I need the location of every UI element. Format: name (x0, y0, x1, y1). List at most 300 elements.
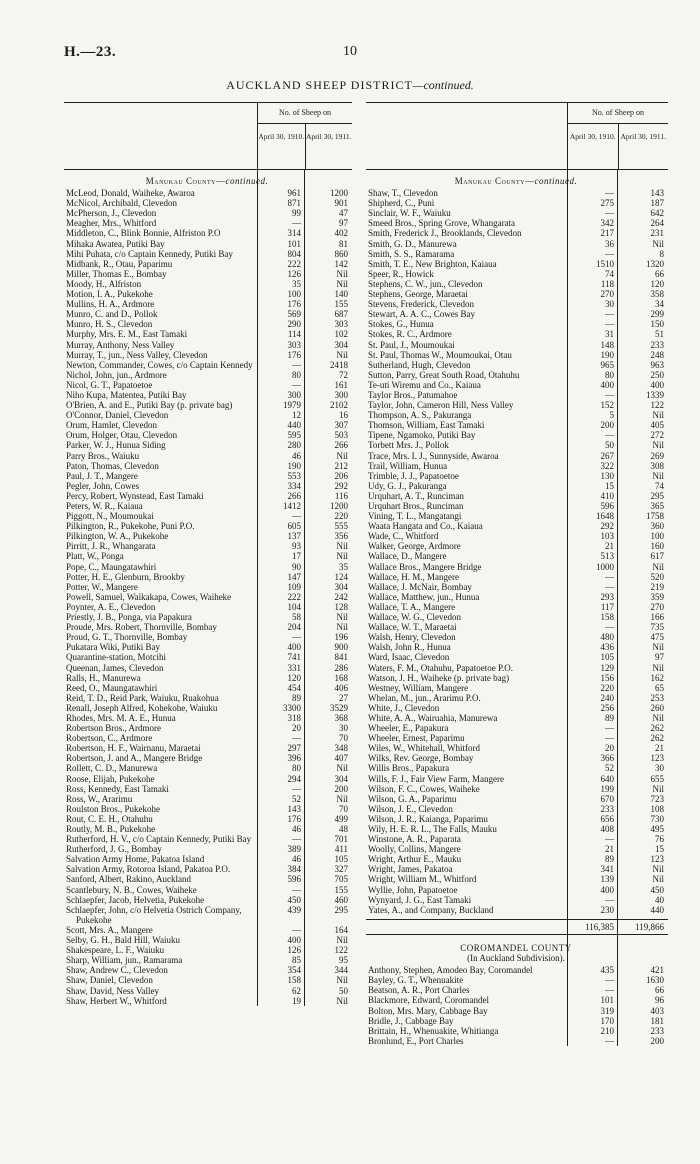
sheep-1910: 293 (600, 591, 614, 602)
sheep-1911: 503 (334, 430, 348, 441)
owner-name: Salvation Army, Rotoroa Island, Pakatoa P.O. (66, 864, 231, 875)
sheep-1910: 31 (605, 329, 614, 340)
owner-name: Pilkington, W. A., Pukekohe (66, 531, 169, 542)
table-row (366, 713, 668, 723)
sheep-1910: 204 (287, 622, 301, 633)
sheep-1911: 196 (334, 632, 348, 643)
sheep-1910: — (292, 218, 301, 229)
table-row (64, 602, 352, 612)
sheep-1910: 396 (287, 753, 301, 764)
district-title-continued: —continued. (412, 78, 474, 92)
table-row (366, 794, 668, 804)
sheep-1911: 723 (650, 793, 664, 804)
owner-name: Walker, George, Ardmore (368, 541, 461, 552)
sheep-1910: 408 (600, 824, 614, 834)
total-row (366, 919, 668, 935)
table-row (64, 461, 352, 471)
sheep-1911: 70 (339, 733, 348, 744)
sheep-1910: 148 (600, 339, 614, 350)
owner-name: Smith, S. S., Ramarama (368, 248, 455, 259)
table-row (64, 774, 352, 784)
sheep-1910: 436 (600, 642, 614, 653)
sheep-1910: — (292, 379, 301, 390)
table-row (64, 340, 352, 350)
sheep-1910: 90 (292, 561, 301, 572)
sheep-1911: 212 (334, 460, 348, 471)
sheep-1911: 1758 (646, 511, 664, 522)
sheep-1911: 50 (339, 985, 348, 996)
sheep-1911: 102 (334, 329, 348, 340)
left-table-body (64, 170, 352, 1006)
sheep-1910: 290 (287, 319, 301, 330)
sheep-1910: — (605, 834, 614, 845)
sheep-1911: 730 (650, 813, 664, 824)
sheep-1911: 963 (650, 359, 664, 370)
sheep-1911: 200 (334, 783, 348, 794)
sheep-1910: — (292, 924, 301, 935)
table-row (366, 1026, 668, 1036)
owner-name: Murray, Anthony, Ness Valley (66, 339, 175, 350)
sheep-1911: 1200 (330, 188, 348, 199)
sheep-1911: 3529 (330, 702, 348, 713)
table-row (64, 269, 352, 279)
sheep-1910: 400 (600, 379, 614, 390)
sheep-1911: 30 (655, 763, 664, 774)
sheep-1911: 295 (650, 490, 664, 501)
sheep-1910: 5 (609, 410, 614, 421)
owner-name: Ralls, H., Manurewa (66, 672, 141, 683)
sheep-1911: 161 (334, 379, 348, 390)
owner-name: Wilson, F. C., Cowes, Waiheke (368, 783, 480, 794)
sheep-1911: 450 (650, 884, 664, 895)
owner-name: Sutherland, Hugh, Clevedon (368, 359, 471, 370)
owner-name: McPherson, J., Clevedon (66, 208, 157, 219)
section-heading (366, 170, 668, 188)
sheep-1910: 58 (292, 612, 301, 623)
sheep-1911: 253 (650, 692, 664, 703)
sheep-1911: 555 (334, 521, 348, 532)
owner-name: Wily, H. E. R. L., The Falls, Mauku (368, 824, 497, 834)
sheep-1910: 1648 (596, 511, 614, 522)
table-row (366, 622, 668, 632)
sheep-1910: 36 (605, 238, 614, 249)
table-row (64, 289, 352, 299)
table-row (366, 259, 668, 269)
sheep-1910: 303 (287, 339, 301, 350)
sheep-1910: 20 (605, 743, 614, 754)
owner-name: Middleton, C., Blink Bonnie, Alfriston P.O (66, 228, 221, 239)
table-row (366, 289, 668, 299)
sheep-1910: — (292, 359, 301, 370)
owner-name: Niho Kupa, Matentea, Putiki Bay (66, 389, 187, 400)
table-row (366, 592, 668, 602)
table-row (64, 663, 352, 673)
owner-name: Bronlund, E., Port Charles (368, 1035, 464, 1046)
table-row (366, 874, 668, 884)
table-row (64, 844, 352, 854)
sheep-1911: 344 (334, 965, 348, 976)
sheep-1910: 103 (600, 531, 614, 542)
sheep-1911: 735 (650, 622, 664, 633)
sheep-1910: 152 (600, 400, 614, 411)
sheep-1910: 342 (600, 218, 614, 229)
sheep-1910: 126 (287, 945, 301, 956)
table-row (64, 572, 352, 582)
sheep-1911: 143 (650, 188, 664, 199)
table-row (64, 329, 352, 339)
owner-name: Shipherd, C., Puni (368, 198, 435, 209)
table-row (64, 763, 352, 773)
sheep-1910: 210 (600, 1025, 614, 1036)
sheep-1911: 108 (650, 803, 664, 814)
table-row (64, 430, 352, 440)
sheep-1911: 164 (334, 924, 348, 935)
sheep-1910: 439 (287, 904, 301, 915)
section-heading (64, 170, 352, 188)
owner-name: Murray, T., jun., Ness Valley, Clevedon (66, 349, 208, 360)
table-row (64, 531, 352, 541)
sheep-1910: — (605, 248, 614, 259)
owner-name: Wilson, G. A., Paparimu (368, 793, 457, 804)
table-row (64, 905, 352, 925)
sheep-1911: 460 (334, 894, 348, 905)
owner-name: Smith, G. D., Manurewa (368, 238, 457, 249)
sheep-1910: 233 (600, 803, 614, 814)
sheep-count-header (568, 103, 668, 169)
sheep-1910: 553 (287, 470, 301, 481)
sheep-1910: 129 (600, 662, 614, 673)
owner-name: Paul, J. T., Mangere (66, 470, 138, 481)
sheep-1911: 300 (334, 389, 348, 400)
owner-name: Reid, T. D., Reid Park, Waiuku, Ruakohua (66, 692, 219, 703)
sheep-1910: 384 (287, 864, 301, 875)
table-row (64, 582, 352, 592)
sheep-1911: 304 (334, 581, 348, 592)
table-row (64, 451, 352, 461)
date-1911-header: April 30, 1911. (620, 132, 667, 141)
table-row (64, 652, 352, 662)
sheep-1910: — (605, 188, 614, 199)
sheep-1910: 89 (605, 712, 614, 723)
owner-name: Rollett, C. D., Manurewa (66, 763, 158, 774)
sheep-1910: 80 (605, 369, 614, 380)
table-row (64, 622, 352, 632)
table-row (366, 985, 668, 995)
owner-name: Wallace, D., Mangere (368, 551, 447, 562)
sheep-1911: 15 (655, 844, 664, 855)
table-row (366, 854, 668, 864)
table-row (64, 874, 352, 884)
table-row (366, 632, 668, 642)
table-row (366, 198, 668, 208)
sheep-1910: 99 (292, 208, 301, 219)
owner-name: Priestly, J. B., Ponga, via Papakura (66, 612, 192, 623)
sheep-1911: 76 (655, 834, 664, 845)
table-row (64, 198, 352, 208)
sheep-count-group-label: No. of Sheep on (568, 103, 668, 124)
sheep-1910: 176 (287, 299, 301, 310)
sheep-1910: 21 (605, 541, 614, 552)
sheep-1911: 286 (334, 662, 348, 673)
owner-name: Wright, William M., Whitford (368, 874, 477, 885)
sheep-1910: 1510 (596, 258, 614, 269)
owner-name: Whelan, M., jun., Ararimu P.O. (368, 692, 481, 703)
sheep-1911: 187 (650, 198, 664, 209)
sheep-1910: 292 (600, 521, 614, 532)
table-row (64, 814, 352, 824)
sheep-1911: 687 (334, 309, 348, 320)
sheep-1910: 440 (287, 420, 301, 431)
table-row (64, 400, 352, 410)
owner-name: St. Paul, Thomas W., Moumoukai, Otau (368, 349, 512, 360)
sheep-1910: 46 (292, 450, 301, 461)
owner-name: Willis Bros., Papakura (368, 763, 450, 774)
sheep-1910: 961 (287, 188, 301, 199)
section-title: Manukau County— (145, 176, 226, 186)
sheep-1911: Nil (652, 410, 664, 421)
sheep-1910: 1979 (283, 400, 301, 411)
sheep-1911: Nil (652, 874, 664, 885)
owner-name: Shaw, Andrew C., Clevedon (66, 965, 168, 976)
sheep-1910: 12 (292, 410, 301, 421)
sheep-1911: Nil (336, 268, 348, 279)
sheep-1911: 262 (650, 723, 664, 734)
sheep-1910: 30 (605, 299, 614, 310)
owner-name: Pirritt, J. R., Whangarata (66, 541, 156, 552)
sheep-1911: 1200 (330, 501, 348, 511)
sheep-1911: Nil (652, 662, 664, 673)
sheep-1910: 158 (287, 975, 301, 986)
owner-name: Wade, C., Whitford (368, 531, 439, 542)
owner-name: Bolton, Mrs. Mary, Cabbage Bay (368, 1005, 488, 1016)
sheep-1911: Nil (652, 440, 664, 451)
sheep-1911: 260 (650, 702, 664, 713)
owner-name: Urquhart, A. T., Runciman (368, 490, 464, 501)
sheep-1910: 93 (292, 541, 301, 552)
sheep-1910: 104 (287, 601, 301, 612)
sheep-1910: — (605, 319, 614, 330)
sheep-1911: 617 (650, 551, 664, 562)
sheep-1910: 137 (287, 531, 301, 542)
owner-name: Platt, W., Ponga (66, 551, 124, 562)
district-title (0, 78, 700, 93)
owner-name: Vining, T. L., Mangatangi (368, 511, 462, 522)
sheep-1911: 400 (650, 379, 664, 390)
owner-name: Westney, William, Mangere (368, 682, 469, 693)
sheep-1910: 596 (600, 501, 614, 511)
coromandel-section-heading (366, 935, 668, 953)
sheep-1910: 670 (600, 793, 614, 804)
owner-name: Anthony, Stephen, Amodeo Bay, Coromandel (368, 965, 533, 976)
table-row (366, 461, 668, 471)
table-row (366, 491, 668, 501)
owner-name: Potter, W., Mangere (66, 581, 138, 592)
sheep-1910: 101 (600, 995, 614, 1006)
table-row (64, 481, 352, 491)
table-row (366, 471, 668, 481)
table-row (64, 380, 352, 390)
table-row (366, 663, 668, 673)
sheep-1910: 314 (287, 228, 301, 239)
sheep-1911: 307 (334, 420, 348, 431)
sheep-1910: 319 (600, 1005, 614, 1016)
table-row (366, 1036, 668, 1046)
owner-name: Schlaepfer, Jacob, Helvetia, Pukekohe (66, 894, 205, 905)
owner-name: Poynter, A. E., Clevedon (66, 601, 156, 612)
sheep-1911: 499 (334, 813, 348, 824)
sheep-1910: 118 (600, 278, 614, 289)
sheep-1911: 81 (339, 238, 348, 249)
sheep-1911: 51 (655, 329, 664, 340)
sheep-1911: 27 (339, 692, 348, 703)
owner-name: Roulston Bros., Pukekohe (66, 803, 161, 814)
owner-name: Moody, H., Alfriston (66, 278, 142, 289)
sheep-1910: 15 (605, 480, 614, 491)
sheep-1910: 605 (287, 521, 301, 532)
owner-name: Scott, Mrs. A., Mangere (66, 924, 153, 935)
sheep-1911: 8 (659, 248, 664, 259)
table-row (64, 390, 352, 400)
sheep-1910: 294 (287, 773, 301, 784)
owner-name: Woolly, Collins, Mangere (368, 844, 461, 855)
owner-name: Powell, Samuel, Waikakapa, Cowes, Waiheke (66, 591, 232, 602)
sheep-1910: 52 (605, 763, 614, 774)
sheep-1910: — (292, 884, 301, 895)
sheep-1911: Nil (652, 783, 664, 794)
sheep-1911: 97 (339, 218, 348, 229)
owner-name: Roose, Elijah, Pukekohe (66, 773, 155, 784)
sheep-1911: Nil (336, 975, 348, 986)
table-row (366, 1016, 668, 1026)
sheep-1910: 240 (600, 692, 614, 703)
owner-name: Pegler, John, Cowes (66, 480, 140, 491)
table-row (64, 420, 352, 430)
sheep-1910: — (605, 1035, 614, 1046)
sheep-1910: 256 (600, 702, 614, 713)
table-row (64, 259, 352, 269)
sheep-1910: 158 (600, 612, 614, 623)
table-row (366, 965, 668, 975)
table-row (64, 319, 352, 329)
table-row (64, 642, 352, 652)
table-row (366, 360, 668, 370)
owner-name: Walsh, Henry, Clevedon (368, 632, 456, 643)
sheep-1911: 360 (650, 521, 664, 532)
owner-name: Sharp, William, jun., Ramarama (66, 955, 183, 966)
table-row (366, 763, 668, 773)
sheep-1910: — (605, 208, 614, 219)
sheep-1910: 3300 (283, 702, 301, 713)
owner-name: Tipene, Ngamoko, Putiki Bay (368, 430, 476, 441)
table-row (366, 249, 668, 259)
sheep-1911: Nil (336, 349, 348, 360)
sheep-1911: 74 (655, 480, 664, 491)
sheep-1911: Nil (336, 278, 348, 289)
table-row (366, 329, 668, 339)
sheep-1911: 642 (650, 208, 664, 219)
sheep-1910: 331 (287, 662, 301, 673)
sheep-1910: — (605, 309, 614, 320)
table-row (366, 350, 668, 360)
date-1911-header: April 30, 1911. (305, 132, 352, 141)
sheep-1911: 30 (339, 723, 348, 734)
table-row (366, 784, 668, 794)
sheep-1910: 266 (287, 490, 301, 501)
sheep-1911: 272 (650, 430, 664, 441)
owner-name: Potter, H. E., Glenburn, Brookby (66, 571, 185, 582)
table-row (64, 925, 352, 935)
owner-name: Miller, Thomas E., Bombay (66, 268, 167, 279)
date-1910-header: April 30, 1910. (568, 124, 619, 169)
table-row (64, 834, 352, 844)
table-row (366, 309, 668, 319)
sheep-1911: Nil (652, 561, 664, 572)
table-row (366, 905, 668, 915)
sheep-1910: 100 (287, 289, 301, 300)
table-row (64, 945, 352, 955)
table-row (366, 834, 668, 844)
owner-name: Bridle, J., Cabbage Bay (368, 1015, 454, 1026)
table-row (366, 683, 668, 693)
table-row (64, 935, 352, 945)
table-row (64, 632, 352, 642)
owner-name: O'Connor, Daniel, Clevedon (66, 410, 169, 421)
right-column-header (366, 102, 668, 170)
owner-name: Urquhart Bros., Runciman (368, 501, 464, 511)
owner-name: Shaw, David, Ness Valley (66, 985, 159, 996)
owner-name: Piggott, N., Moumoukai (66, 511, 154, 522)
sheep-1911: Nil (336, 612, 348, 623)
sheep-1911: 520 (650, 571, 664, 582)
owner-name: Quarantine-station, Motcihi (66, 652, 166, 663)
table-row (366, 440, 668, 450)
owner-name: Taylor, John, Cameron Hill, Ness Valley (368, 400, 514, 411)
table-row (366, 511, 668, 521)
owner-name: White, A. A., Wairuahia, Manurewa (368, 712, 498, 723)
sheep-1911: Nil (336, 622, 348, 633)
table-row (64, 491, 352, 501)
sheep-1911: 327 (334, 864, 348, 875)
owner-name: Udy, G. J., Pakuranga (368, 480, 447, 491)
table-row (64, 683, 352, 693)
table-row (64, 784, 352, 794)
sheep-1911: 1630 (646, 975, 664, 986)
sheep-1911: 66 (655, 985, 664, 996)
sheep-1910: 190 (600, 349, 614, 360)
owner-name: McLeod, Donald, Waiheke, Awaroa (66, 188, 195, 199)
owner-name: Yates, A., and Company, Buckland (368, 904, 494, 915)
owner-name: Wright, Arthur E., Mauku (368, 854, 462, 865)
sheep-1911: 266 (334, 440, 348, 451)
table-row (366, 774, 668, 784)
owner-name: Nicol, G. T., Papatoetoe (66, 379, 153, 390)
owner-name: Waters, F. M., Otahuhu, Papatoetoe P.O. (368, 662, 514, 673)
sheep-1910: 275 (600, 198, 614, 209)
sheep-1911: 403 (650, 1005, 664, 1016)
sheep-1911: 35 (339, 561, 348, 572)
owner-name: Parry Bros., Waiuku (66, 450, 140, 461)
table-row (366, 743, 668, 753)
owner-name: Mihaka Awatea, Putiki Bay (66, 238, 165, 249)
sheep-1910: 280 (287, 440, 301, 451)
table-row (366, 531, 668, 541)
owner-name: Trace, Mrs. I. J., Sunnyside, Awaroa (368, 450, 499, 461)
owner-name: Robertson, J. and A., Mangere Bridge (66, 753, 203, 764)
sheep-1911: 440 (650, 904, 664, 915)
table-row (64, 501, 352, 511)
owner-name: Wallace, Matthew, jun., Hunua (368, 591, 480, 602)
sheep-1910: 80 (292, 369, 301, 380)
